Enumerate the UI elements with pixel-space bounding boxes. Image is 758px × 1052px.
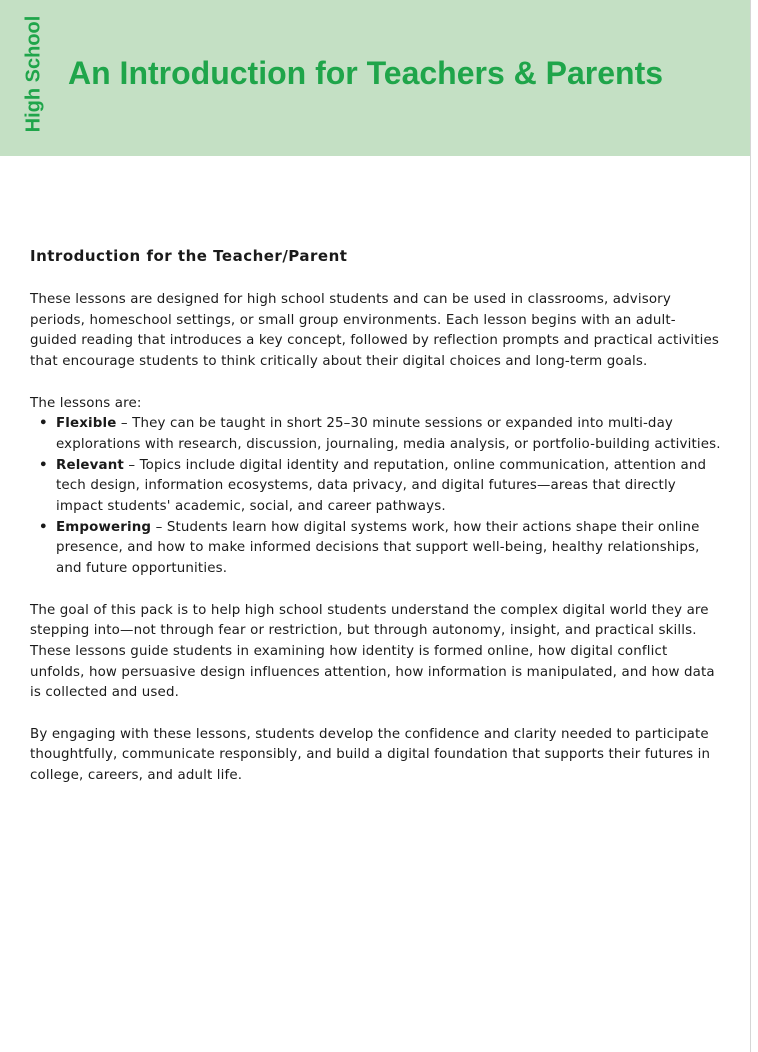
- list-item: [56, 518, 722, 580]
- bullet-text: – Students learn how digital systems work, how their actions shape their online presence, and how to make informed decisions that support well-being, healthy relationships, and future opportunities.: [56, 519, 700, 577]
- lessons-lead: The lessons are:: [30, 395, 142, 411]
- intro-paragraph: These lessons are designed for high school students and can be used in classrooms, advisory periods, homeschool settings, or small group environments. Each lesson begins with an adult-guided reading that introduces a key concept, followed by reflection prompts and practical activities that encourage students to think critically about their digital choices and long-term goals.: [30, 292, 720, 370]
- page-header: [0, 0, 750, 156]
- section-heading: Introduction for the Teacher/Parent: [30, 247, 348, 265]
- bullet-text: – Topics include digital identity and reputation, online communication, attention and tech design, information ecosystems, data privacy, and digital futures—areas that directly impact students' academic, social, and career pathways.: [56, 457, 707, 515]
- closing-paragraph: By engaging with these lessons, students develop the confidence and clarity needed to participate thoughtfully, communicate responsibly, and build a digital foundation that supports their futures in college, careers, and adult life.: [30, 726, 711, 784]
- main-content: [30, 244, 722, 787]
- grade-level-tab: [17, 12, 51, 136]
- goal-paragraph: The goal of this pack is to help high school students understand the complex digital world they are stepping into—not through fear or restriction, but through autonomy, insight, and practical skills. These lessons guide students in examining how identity is formed online, how digital conflict unfolds, how persuasive design influences attention, how information is manipulated, and how data is collected and used.: [30, 602, 715, 701]
- grade-level-label: High School: [22, 15, 45, 133]
- bullet-text: – They can be taught in short 25–30 minute sessions or expanded into multi-day explorations with research, discussion, journaling, media analysis, or portfolio-building activities.: [56, 416, 721, 452]
- lessons-list: [30, 414, 722, 580]
- bullet-term: Empowering: [56, 519, 152, 535]
- page-edge-divider: [750, 0, 758, 1052]
- bullet-term: Flexible: [56, 416, 117, 432]
- list-item: [56, 414, 722, 455]
- page-title: An Introduction for Teachers & Parents: [68, 55, 664, 91]
- list-item: [56, 456, 722, 518]
- bullet-term: Relevant: [56, 457, 124, 473]
